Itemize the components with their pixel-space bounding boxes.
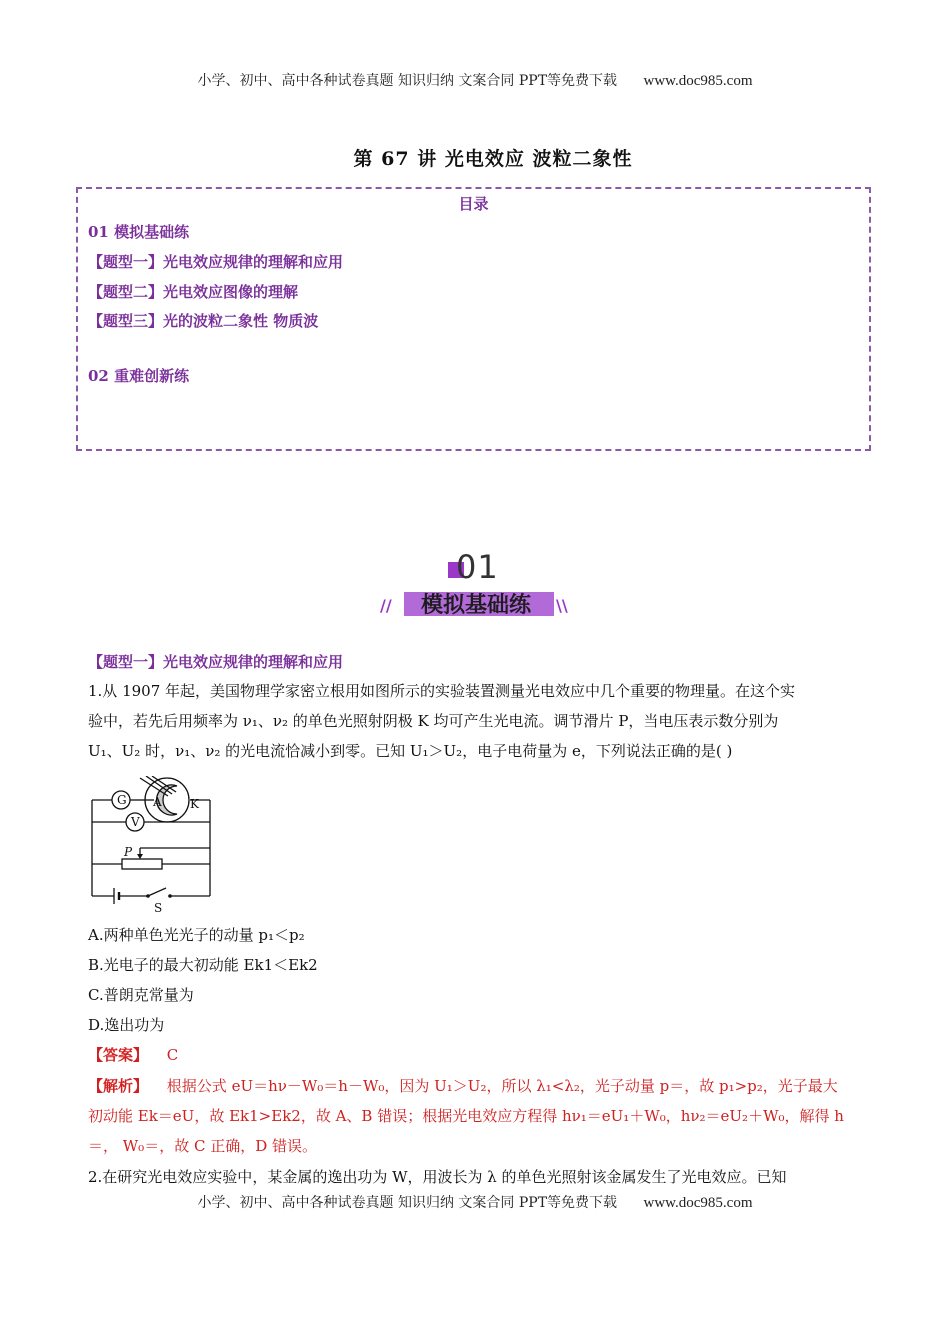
- label-V: V: [131, 815, 140, 829]
- option-d[interactable]: D.逸出功为: [88, 1016, 165, 1034]
- label-A: A: [153, 795, 162, 809]
- explanation-line-3: ＝， W₀＝，故 C 正确，D 错误。: [88, 1137, 318, 1155]
- toc-item-type1[interactable]: 【题型一】光电效应规律的理解和应用: [88, 253, 344, 271]
- badge-label: 模拟基础练: [420, 593, 531, 618]
- page-header: [0, 70, 950, 90]
- answer-label: 【答案】: [88, 1046, 149, 1064]
- question-2: 2.在研究光电效应实验中，某金属的逸出功为 W，用波长为 λ 的单色光照射该金属发生了光电效应。已知: [88, 1168, 787, 1186]
- question-1-line-3: U₁、U₂ 时，ν₁、ν₂ 的光电流恰减小到零。已知 U₁＞U₂，电子电荷量为 e，下列说法正确的是( ): [88, 742, 733, 760]
- question-1-line-2: 验中，若先后用频率为 ν₁、ν₂ 的单色光照射阴极 K 均可产生光电流。调节滑片 P，当电压表示数分别为: [88, 712, 779, 730]
- label-K: K: [190, 797, 199, 811]
- toc-title: 目录: [458, 195, 489, 213]
- page-title: 第 67 讲 光电效应 波粒二象性: [353, 148, 633, 170]
- option-a[interactable]: A.两种单色光光子的动量 p₁＜p₂: [88, 926, 305, 944]
- table-of-contents: [76, 187, 871, 451]
- circuit-diagram: [82, 776, 217, 916]
- toc-item-advanced[interactable]: 02 重难创新练: [88, 367, 190, 385]
- question-1: [88, 676, 868, 766]
- section-badge: [376, 548, 576, 623]
- toc-item-type2[interactable]: 【题型二】光电效应图像的理解: [88, 283, 299, 301]
- label-G: G: [117, 793, 127, 807]
- badge-slash-left: //: [380, 596, 392, 615]
- answer-line: [88, 1044, 178, 1065]
- header-text: 小学、初中、高中各种试卷真题 知识归纳 文案合同 PPT等免费下载: [197, 73, 618, 89]
- section-heading: 【题型一】光电效应规律的理解和应用: [88, 653, 344, 671]
- toc-item-basic[interactable]: 01 模拟基础练: [88, 223, 190, 241]
- label-S: S: [154, 901, 163, 915]
- option-c[interactable]: C.普朗克常量为: [88, 986, 194, 1004]
- page-footer: [0, 1192, 950, 1212]
- badge-number: 01: [456, 548, 499, 586]
- label-P: P: [124, 845, 133, 859]
- header-site[interactable]: www.doc985.com: [643, 73, 753, 89]
- question-1-line-1: 1.从 1907 年起，美国物理学家密立根用如图所示的实验装置测量光电效应中几个重要的物理量。在这个实: [88, 682, 796, 700]
- option-b[interactable]: B.光电子的最大初动能 Ek1＜Ek2: [88, 956, 318, 974]
- toc-item-type3[interactable]: 【题型三】光的波粒二象性 物质波: [88, 312, 319, 330]
- explanation-line-2: 初动能 Ek＝eU，故 Ek1>Ek2，故 A、B 错误；根据光电效应方程得 hν₁＝eU₁＋W₀，hν₂＝eU₂＋W₀，解得 h: [88, 1107, 844, 1125]
- explanation-line-1: 根据公式 eU＝hν－W₀＝h－W₀，因为 U₁＞U₂，所以 λ₁<λ₂，光子动量 p＝，故 p₁>p₂，光子最大: [166, 1077, 838, 1095]
- explanation: [88, 1071, 868, 1161]
- answer-value: C: [166, 1046, 179, 1064]
- footer-text: 小学、初中、高中各种试卷真题 知识归纳 文案合同 PPT等免费下载: [197, 1195, 618, 1211]
- footer-site[interactable]: www.doc985.com: [643, 1195, 753, 1211]
- explanation-label: 【解析】: [88, 1077, 149, 1095]
- badge-slash-right: \\: [556, 596, 568, 615]
